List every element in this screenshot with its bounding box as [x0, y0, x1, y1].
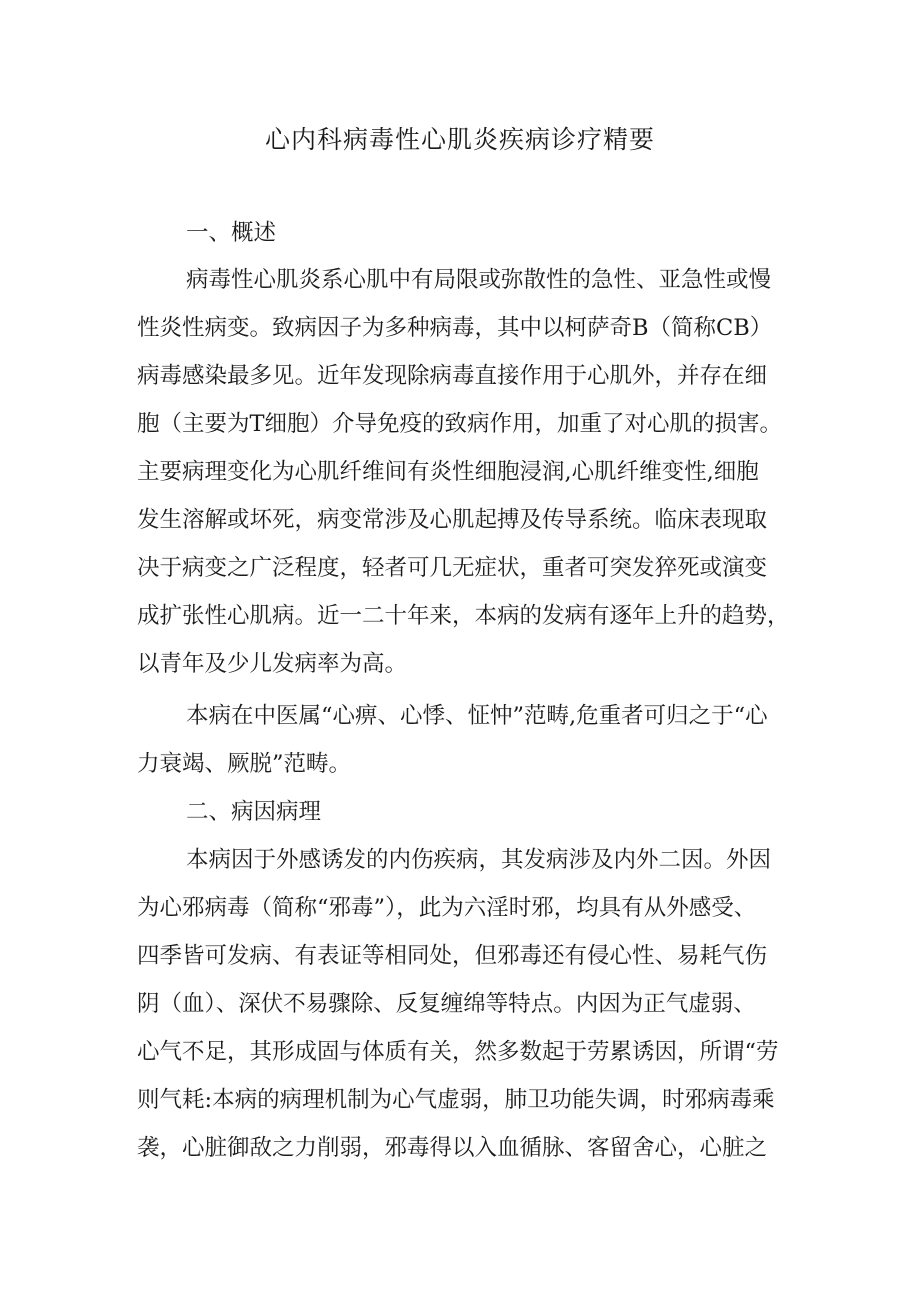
paragraph-line: 决于病变之广泛程度，轻者可几无症状，重者可突发猝死或演变: [137, 555, 768, 581]
document-title: 心内科病毒性心肌炎疾病诊疗精要: [264, 125, 655, 154]
section-heading-etiology: 二、病因病理: [186, 799, 322, 825]
paragraph-line: 心气不足，其形成固与体质有关，然多数起于劳累诱因，所谓“劳: [137, 1039, 779, 1065]
paragraph-line: 本病因于外感诱发的内伤疾病，其发病涉及内外二因。外因: [186, 847, 772, 873]
paragraph-line: 为心邪病毒（简称“邪毒”），此为六淫时邪，均具有从外感受、: [137, 895, 757, 921]
paragraph-line: 则气耗:本病的病理机制为心气虚弱，肺卫功能失调，时邪病毒乘: [137, 1087, 775, 1113]
paragraph-line: 以青年及少儿发病率为高。: [137, 651, 408, 677]
paragraph-line: 性炎性病变。致病因子为多种病毒，其中以柯萨奇B（简称CB）: [137, 315, 773, 341]
paragraph-line: 本病在中医属“心痹、心悸、怔忡”范畴,危重者可归之于“心: [186, 703, 768, 729]
paragraph-line: 发生溶解或坏死，病变常涉及心肌起搏及传导系统。临床表现取: [137, 507, 768, 533]
paragraph-line: 胞（主要为T细胞）介导免疫的致病作用，加重了对心肌的损害。: [137, 411, 783, 437]
paragraph-line: 成扩张性心肌病。近一二十年来，本病的发病有逐年上升的趋势，: [137, 603, 790, 629]
paragraph-line: 袭，心脏御敌之力削弱，邪毒得以入血循脉、客留舍心，心脏之: [137, 1135, 768, 1161]
paragraph-line: 主要病理变化为心肌纤维间有炎性细胞浸润,心肌纤维变性,细胞: [137, 459, 759, 485]
section-heading-overview: 一、概述: [186, 220, 277, 246]
paragraph-line: 病毒性心肌炎系心肌中有局限或弥散性的急性、亚急性或慢: [186, 267, 772, 293]
paragraph-line: 力衰竭、厥脱”范畴。: [137, 751, 352, 777]
paragraph-line: 病毒感染最多见。近年发现除病毒直接作用于心肌外，并存在细: [137, 363, 768, 389]
paragraph-line: 阴（血）、深伏不易骤除、反复缠绵等特点。内因为正气虚弱、: [137, 991, 756, 1017]
paragraph-line: 四季皆可发病、有表证等相同处，但邪毒还有侵心性、易耗气伤: [137, 943, 768, 969]
